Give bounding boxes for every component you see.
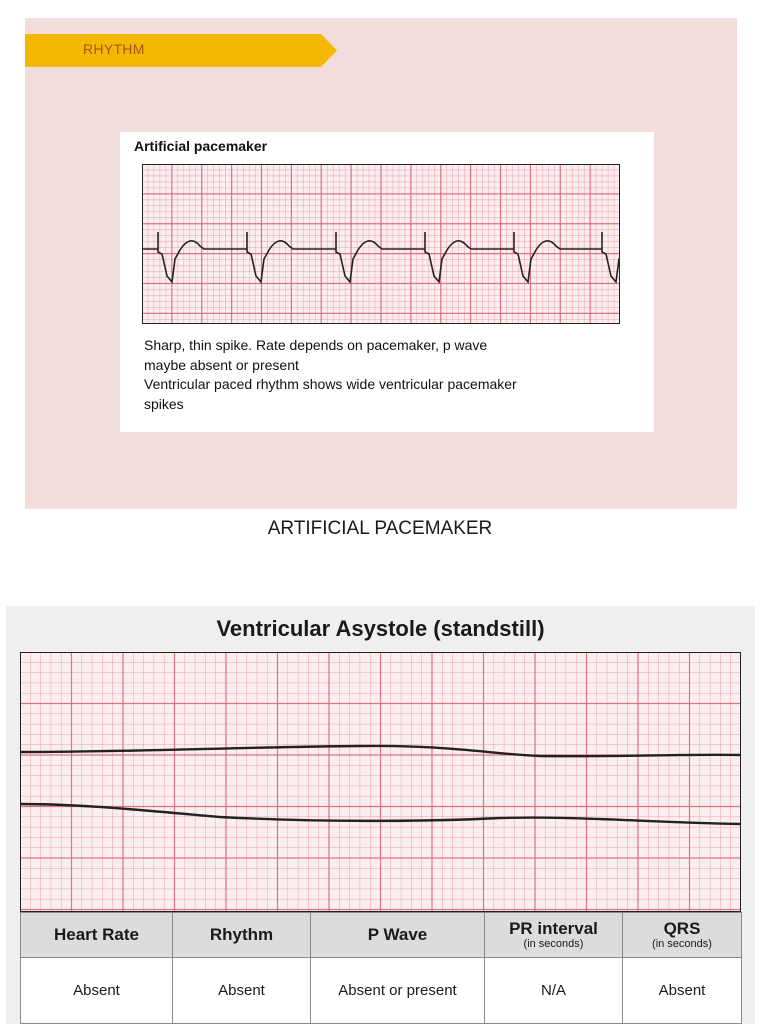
- card-title: Artificial pacemaker: [134, 138, 268, 154]
- header-qrs: QRS (in seconds): [623, 913, 742, 958]
- card-text-line: Sharp, thin spike. Rate depends on pacemaker, p wave: [144, 337, 488, 353]
- rhythm-table-wrap: [20, 912, 741, 1024]
- header-heart-rate: Heart Rate: [21, 913, 173, 958]
- card-text: [144, 336, 634, 414]
- rhythm-tab: [25, 34, 337, 67]
- slide-caption: ARTIFICIAL PACEMAKER: [267, 518, 493, 539]
- header-pr-interval: PR interval (in seconds): [485, 913, 623, 958]
- table-row: [21, 958, 742, 1024]
- asystole-ecg-strip: [20, 652, 741, 912]
- cell-qrs: Absent: [623, 958, 742, 1024]
- cell-heart-rate: Absent: [21, 958, 173, 1024]
- panel-title: Ventricular Asystole (standstill): [216, 616, 545, 641]
- pacemaker-card: [120, 132, 654, 432]
- rhythm-table: [20, 912, 742, 1024]
- asystole-panel: [6, 606, 755, 1024]
- table-header-row: [21, 913, 742, 958]
- cell-pr-interval: N/A: [485, 958, 623, 1024]
- tab-arrow-shape: [25, 34, 337, 67]
- rhythm-label: RHYTHM: [83, 41, 145, 57]
- card-text-line: spikes: [144, 395, 184, 412]
- header-p-wave: P Wave: [311, 913, 485, 958]
- card-text-line: maybe absent or present: [144, 356, 299, 373]
- card-text-line: Ventricular paced rhythm shows wide ventricular pacemaker: [144, 376, 517, 392]
- pacemaker-ecg-strip: [142, 164, 620, 324]
- cell-rhythm: Absent: [173, 958, 311, 1024]
- slide: [25, 18, 737, 509]
- header-rhythm: Rhythm: [173, 913, 311, 958]
- cell-p-wave: Absent or present: [311, 958, 485, 1024]
